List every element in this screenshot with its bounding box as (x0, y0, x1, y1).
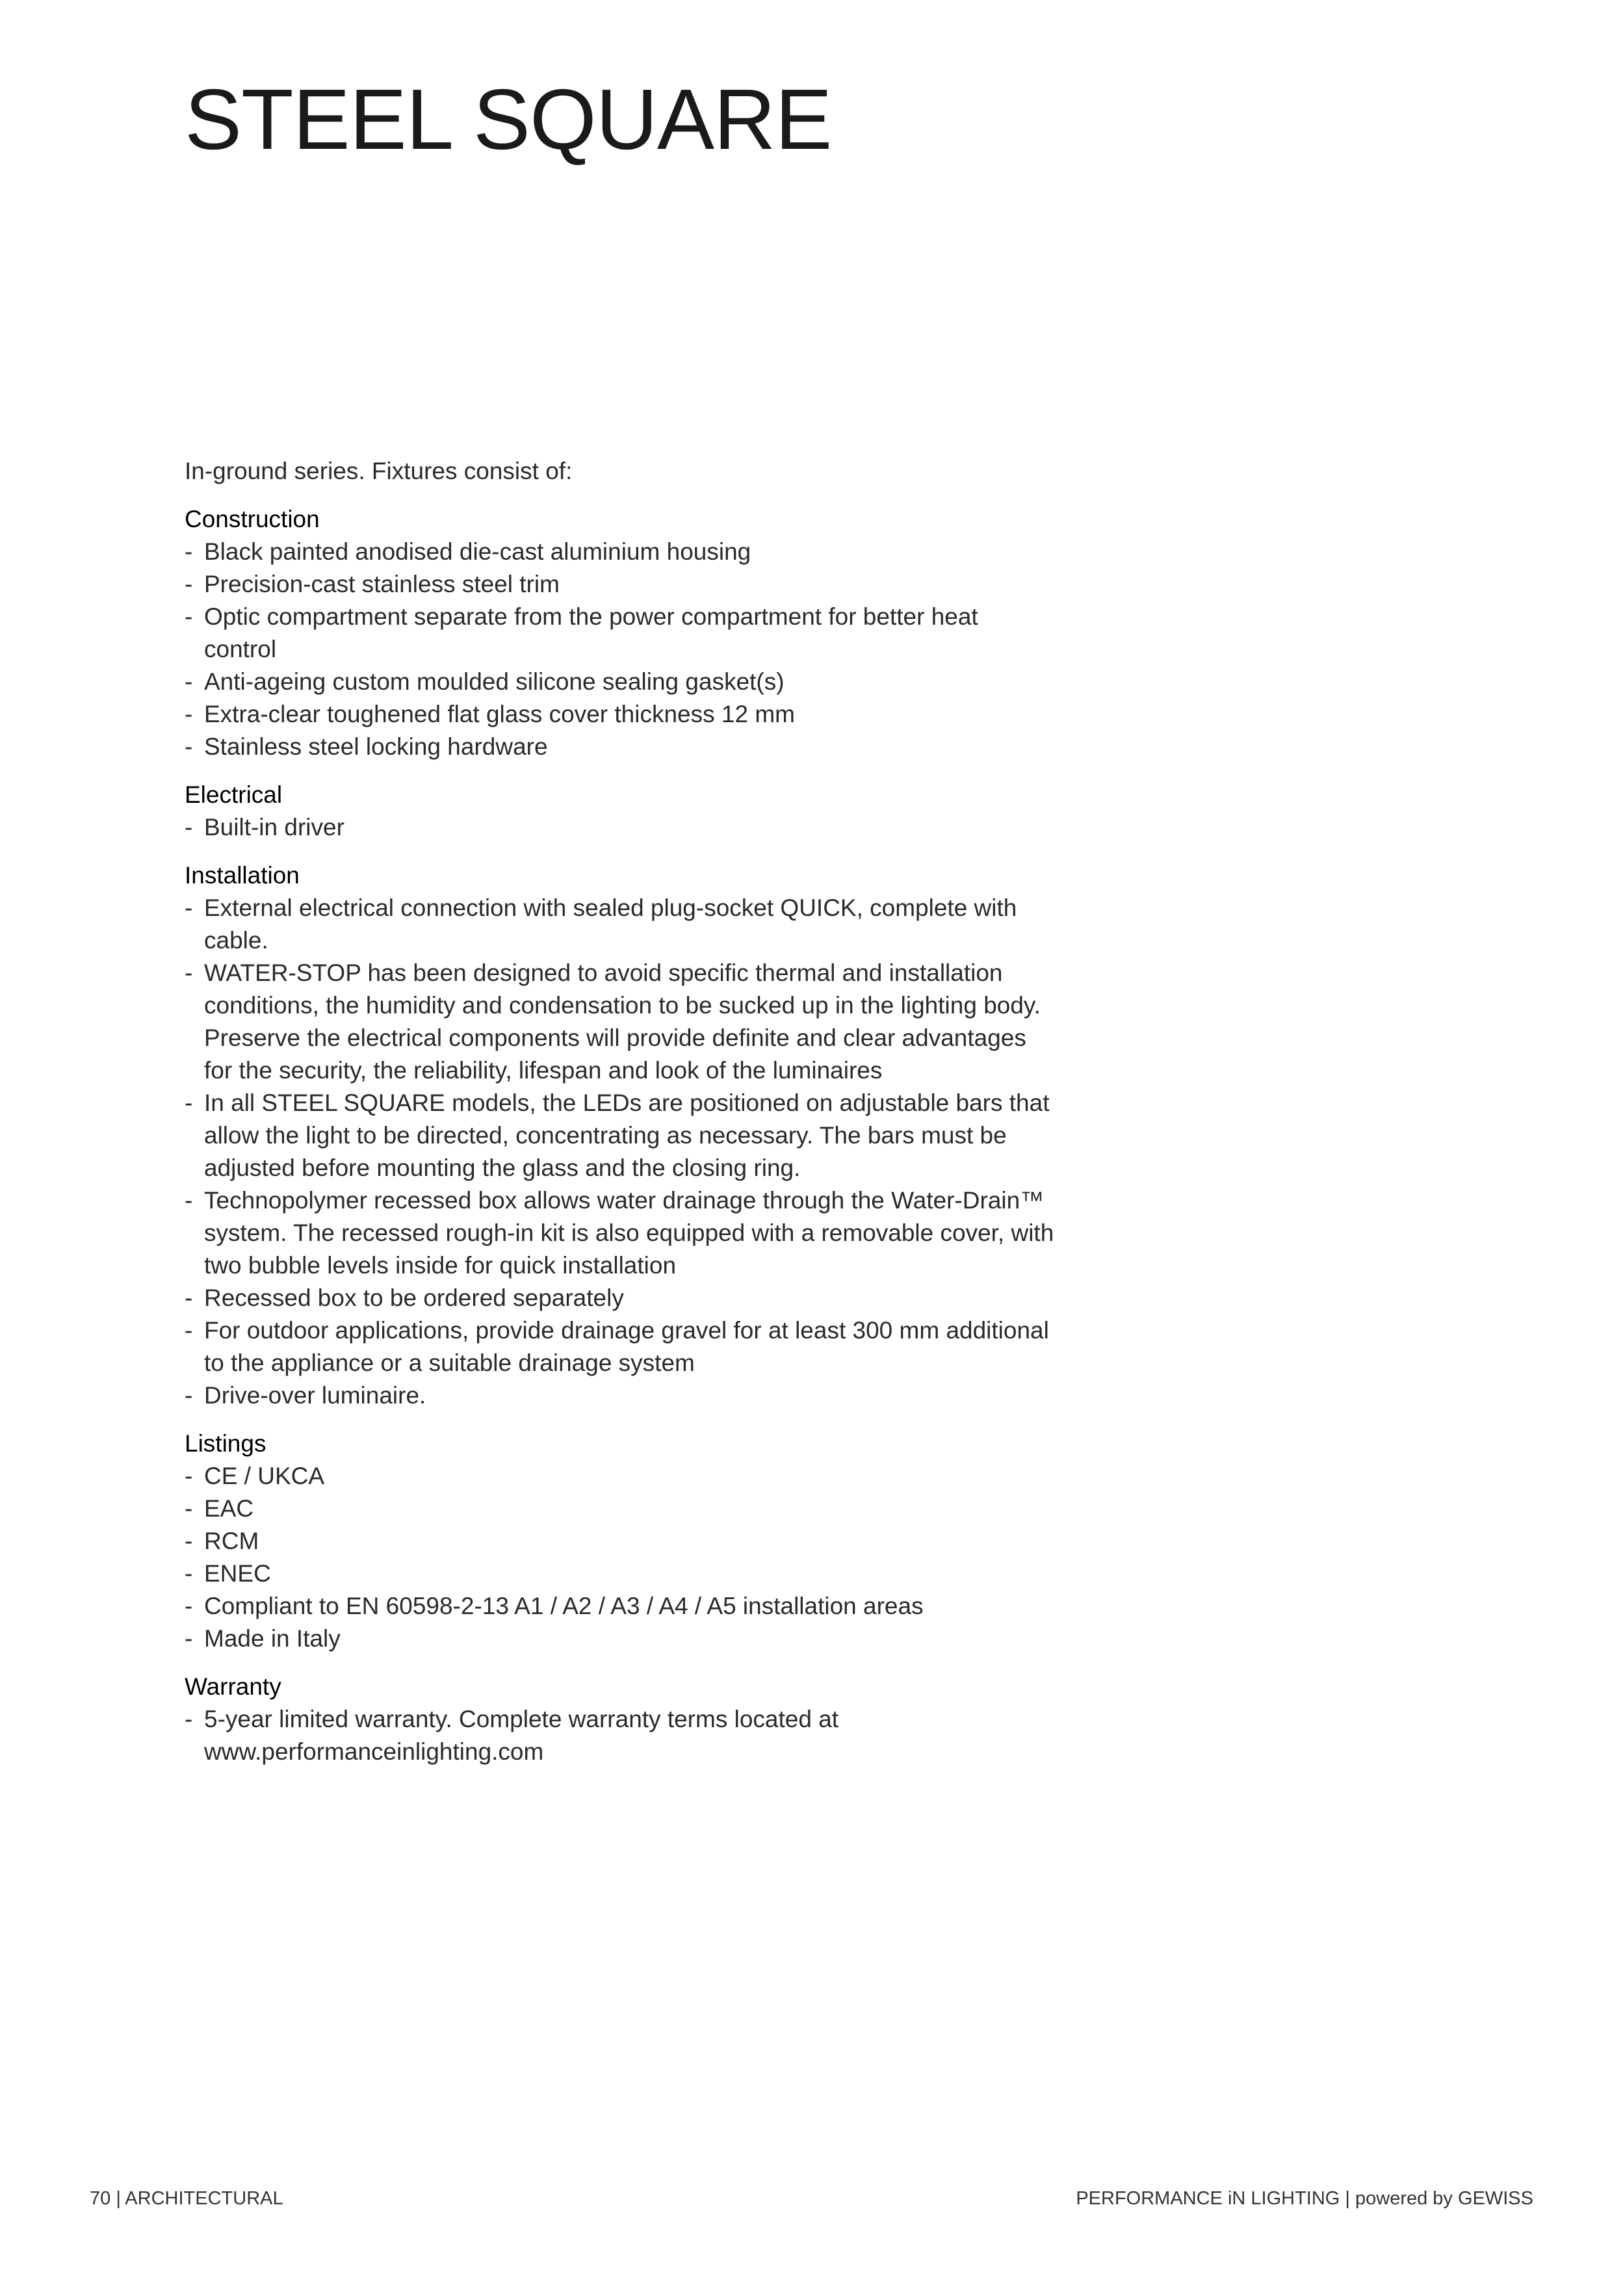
section-heading: Warranty (185, 1673, 281, 1700)
item-list (185, 536, 1056, 763)
page-title: STEEL SQUARE (185, 72, 832, 167)
list-item: - Built-in driver (185, 811, 1056, 844)
list-item: - In all STEEL SQUARE models, the LEDs are positioned on adjustable bars that allow the light to be directed, concentrating as necessary. The bars must be adjusted before mounting the glass and the closing ring. (185, 1087, 1056, 1184)
list-item: - Anti-ageing custom moulded silicone sealing gasket(s) (185, 666, 1056, 698)
list-item: - External electrical connection with sealed plug-socket QUICK, complete with cable. (185, 892, 1056, 957)
section-construction (185, 503, 1056, 763)
list-item: - Optic compartment separate from the power compartment for better heat control (185, 601, 1056, 666)
spec-content (185, 455, 1056, 1784)
list-item: - EAC (185, 1493, 1056, 1525)
list-item: - For outdoor applications, provide drainage gravel for at least 300 mm additional to the appliance or a suitable drainage system (185, 1314, 1056, 1379)
list-item: - Black painted anodised die-cast aluminium housing (185, 536, 1056, 568)
intro-text: In-ground series. Fixtures consist of: (185, 458, 573, 484)
section-listings (185, 1428, 1056, 1655)
item-list (185, 892, 1056, 1412)
list-item: - Extra-clear toughened flat glass cover thickness 12 mm (185, 698, 1056, 731)
section-heading: Construction (185, 506, 320, 532)
item-list (185, 811, 1056, 844)
section-heading: Electrical (185, 781, 283, 808)
list-item: - WATER-STOP has been designed to avoid specific thermal and installation conditions, the humidity and condensation to be sucked up in the lighting body. Preserve the electrical components will provide definite and clear advantages for the security, the reliability, lifespan and look of the luminaires (185, 957, 1056, 1087)
footer-brand-label: PERFORMANCE iN LIGHTING | powered by GEWISS (1076, 2188, 1533, 2209)
list-item: - 5-year limited warranty. Complete warranty terms located at www.performanceinlighting.com (185, 1703, 1056, 1768)
section-warranty (185, 1671, 1056, 1768)
section-heading: Listings (185, 1430, 266, 1457)
section-installation (185, 859, 1056, 1412)
section-heading: Installation (185, 862, 300, 889)
list-item: - Made in Italy (185, 1623, 1056, 1655)
list-item: - ENEC (185, 1558, 1056, 1590)
list-item: - CE / UKCA (185, 1460, 1056, 1493)
list-item: - RCM (185, 1525, 1056, 1558)
list-item: - Stainless steel locking hardware (185, 731, 1056, 763)
list-item: - Drive-over luminaire. (185, 1379, 1056, 1412)
list-item: - Compliant to EN 60598-2-13 A1 / A2 / A3 / A4 / A5 installation areas (185, 1590, 1056, 1623)
footer-page-label: 70 | ARCHITECTURAL (90, 2188, 283, 2209)
list-item: - Precision-cast stainless steel trim (185, 568, 1056, 601)
list-item: - Technopolymer recessed box allows water drainage through the Water-Drain™ system. The recessed rough-in kit is also equipped with a removable cover, with two bubble levels inside for quick installation (185, 1184, 1056, 1282)
section-electrical (185, 779, 1056, 844)
item-list (185, 1460, 1056, 1655)
list-item: - Recessed box to be ordered separately (185, 1282, 1056, 1314)
item-list (185, 1703, 1056, 1768)
